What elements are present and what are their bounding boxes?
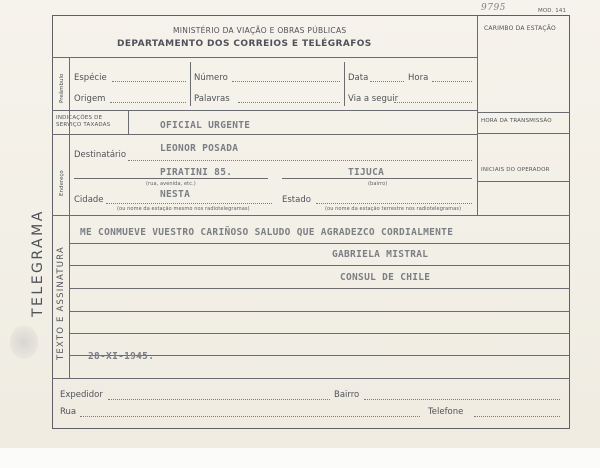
message-rule-4 [70, 311, 570, 312]
message-line-2: GABRIELA MISTRAL [332, 249, 429, 260]
service-bottom-rule [52, 134, 477, 135]
transmission-label: HORA DA TRANSMISSÃO [481, 118, 552, 124]
palavras-label: Palavras [194, 94, 230, 104]
service-value: OFICIAL URGENTE [160, 120, 251, 131]
preamble-side-label: Preâmbulo [59, 73, 65, 103]
destinatario-field[interactable] [128, 160, 472, 161]
especie-field[interactable] [112, 81, 186, 82]
preamble-left-rule [69, 57, 70, 215]
street-field[interactable] [74, 178, 268, 179]
preamble-divider-2 [344, 62, 345, 106]
service-label-line2: SERVIÇO TAXADAS [56, 122, 111, 128]
handwritten-form-number: 9795 [481, 3, 506, 13]
message-date: 28-XI-1945. [88, 351, 155, 362]
especie-label: Espécie [74, 73, 107, 83]
cidade-value: NESTA [160, 189, 191, 200]
preamble-top-rule [52, 57, 477, 58]
operator-box-rule [477, 181, 570, 182]
cidade-field[interactable] [106, 203, 272, 204]
department-title: DEPARTAMENTO DOS CORREIOS E TELÉGRAFOS [117, 39, 372, 49]
district-caption: (bairro) [368, 181, 388, 187]
expedidor-field[interactable] [108, 399, 330, 400]
transmission-box-rule [477, 133, 570, 134]
destinatario-value: LEONOR POSADA [160, 143, 239, 154]
via-label: Via a seguir [348, 94, 399, 104]
bairro-label: Bairro [334, 390, 360, 400]
district-field[interactable] [282, 178, 472, 179]
estado-field[interactable] [316, 203, 472, 204]
data-label: Data [348, 73, 369, 83]
palavras-field[interactable] [238, 102, 340, 103]
preamble-divider-1 [190, 62, 191, 106]
message-rule-1 [70, 243, 570, 244]
telegrama-side-title: TELEGRAMA [30, 209, 46, 317]
cidade-caption: (ou nome da estação mesmo nos radiotelegramas) [117, 206, 250, 212]
message-rule-2 [70, 265, 570, 266]
street-caption: (rua, avenida, etc.) [146, 181, 196, 187]
via-field[interactable] [394, 102, 472, 103]
model-number: MOD. 141 [538, 8, 567, 14]
origem-field[interactable] [110, 102, 186, 103]
message-rule-5 [70, 333, 570, 334]
message-top-rule [52, 215, 570, 216]
numero-label: Número [194, 73, 228, 83]
destinatario-label: Destinatário [74, 150, 127, 160]
message-left-rule [69, 215, 70, 378]
hora-field[interactable] [432, 81, 472, 82]
district-value: TIJUCA [348, 167, 385, 178]
service-label-line1: INDICAÇÕES DE [56, 115, 103, 121]
estado-caption: (ou nome da estação terrestre nos radiotelegramas) [325, 206, 462, 212]
bairro-field[interactable] [364, 399, 560, 400]
rua-field[interactable] [80, 416, 420, 417]
right-column-divider [477, 15, 478, 215]
cidade-label: Cidade [74, 195, 104, 205]
telefone-field[interactable] [474, 416, 560, 417]
preamble-bottom-rule [52, 110, 477, 111]
address-side-label: Endereço [59, 170, 65, 196]
stamp-box-bottom [477, 112, 570, 113]
message-line-1: ME CONMUEVE VUESTRO CARIÑOSO SALUDO QUE AGRADEZCO CORDIALMENTE [80, 227, 454, 238]
service-divider [128, 110, 129, 134]
origem-label: Origem [74, 94, 106, 104]
message-bottom-rule [52, 378, 570, 379]
estado-label: Estado [282, 195, 311, 205]
hora-label: Hora [408, 73, 429, 83]
message-line-3: CONSUL DE CHILE [340, 272, 431, 283]
street-value: PIRATINI 85. [160, 167, 233, 178]
text-signature-side-label: TEXTO E ASSINATURA [56, 246, 66, 360]
paper-bottom-margin [0, 448, 600, 468]
expedidor-label: Expedidor [60, 390, 103, 400]
ministry-title: MINISTÉRIO DA VIAÇÃO E OBRAS PÚBLICAS [173, 26, 347, 35]
paper-stain [10, 325, 38, 359]
form-frame [52, 15, 570, 429]
rua-label: Rua [60, 407, 77, 417]
telefone-label: Telefone [428, 407, 464, 417]
message-rule-3 [70, 288, 570, 289]
operator-label: INICIAIS DO OPERADOR [481, 167, 550, 173]
stamp-label: CARIMBO DA ESTAÇÃO [484, 25, 556, 32]
numero-field[interactable] [232, 81, 340, 82]
data-field[interactable] [370, 81, 404, 82]
